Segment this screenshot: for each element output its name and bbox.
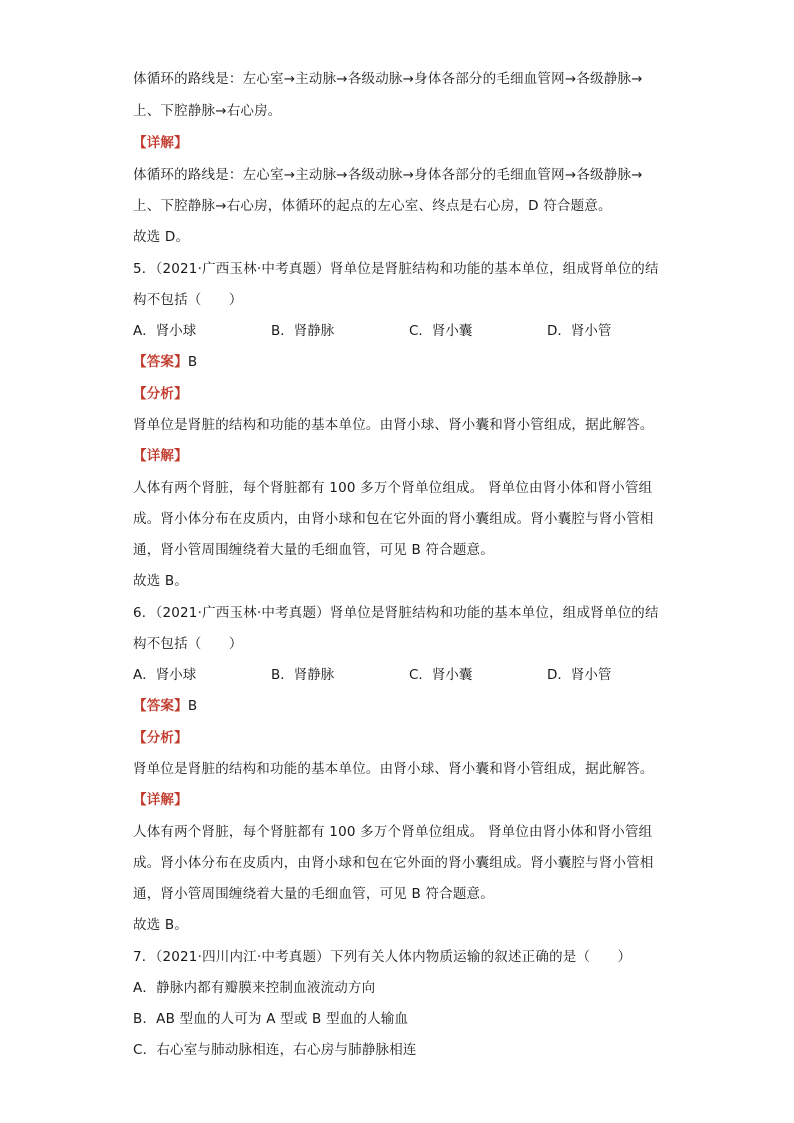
q7-option-b: B．AB 型血的人可为 A 型或 B 型血的人输血 [133,1011,409,1027]
q6-option-a: A．肾小球 [133,667,197,683]
q7-stem: 7．（2021·四川内江·中考真题）下列有关人体内物质运输的叙述正确的是（ ） [133,949,632,965]
q5-detail-label: 【详解】 [133,448,188,464]
answer-label: 【答案】 [133,354,188,370]
q5-stem-line-2: 构不包括（ ） [133,292,243,308]
intro-detail-line-2: 上、下腔静脉→右心房，体循环的起点的左心室、终点是右心房，D 符合题意。 [133,198,612,214]
q5-analysis-text: 肾单位是肾脏的结构和功能的基本单位。由肾小球、肾小囊和肾小管组成，据此解答。 [133,417,654,433]
q6-stem-line-1: 6．（2021·广西玉林·中考真题）肾单位是肾脏结构和功能的基本单位，组成肾单位的结 [133,605,659,621]
q5-detail-line-2: 成。肾小体分布在皮质内，由肾小球和包在它外面的肾小囊组成。肾小囊腔与肾小管相 [133,511,654,527]
q6-answer-row [133,694,197,714]
q5-stem-line-1: 5．（2021·广西玉林·中考真题）肾单位是肾脏结构和功能的基本单位，组成肾单位的结 [133,261,659,277]
q5-option-b: B．肾静脉 [271,323,335,339]
answer-label: 【答案】 [133,698,188,714]
q5-option-d: D．肾小管 [547,323,612,339]
q6-analysis-label: 【分析】 [133,730,188,746]
q6-detail-line-2: 成。肾小体分布在皮质内，由肾小球和包在它外面的肾小囊组成。肾小囊腔与肾小管相 [133,855,654,871]
q5-detail-line-4: 故选 B。 [133,573,189,589]
q6-detail-line-3: 通，肾小管周围缠绕着大量的毛细血管，可见 B 符合题意。 [133,886,494,902]
q5-detail-line-1: 人体有两个肾脏，每个肾脏都有 100 多万个肾单位组成。 肾单位由肾小体和肾小管组 [133,480,653,496]
q5-option-a: A．肾小球 [133,323,197,339]
q7-option-a: A．静脉内都有瓣膜来控制血液流动方向 [133,980,376,996]
q6-option-c: C．肾小囊 [409,667,473,683]
q6-analysis-text: 肾单位是肾脏的结构和功能的基本单位。由肾小球、肾小囊和肾小管组成，据此解答。 [133,761,654,777]
q7-option-c: C．右心室与肺动脉相连，右心房与肺静脉相连 [133,1042,417,1058]
q6-detail-line-1: 人体有两个肾脏，每个肾脏都有 100 多万个肾单位组成。 肾单位由肾小体和肾小管组 [133,824,653,840]
detail-label: 【详解】 [133,135,188,151]
q5-analysis-label: 【分析】 [133,386,188,402]
q6-stem-line-2: 构不包括（ ） [133,636,243,652]
q6-option-d: D．肾小管 [547,667,612,683]
q5-answer-row [133,350,197,370]
intro-detail-line-3: 故选 D。 [133,229,190,245]
q5-answer-value: B [187,354,198,370]
q6-answer-value: B [187,698,198,714]
q5-detail-line-3: 通，肾小管周围缠绕着大量的毛细血管，可见 B 符合题意。 [133,542,494,558]
q5-option-c: C．肾小囊 [409,323,473,339]
q6-detail-line-4: 故选 B。 [133,917,189,933]
q6-option-b: B．肾静脉 [271,667,335,683]
q6-detail-label: 【详解】 [133,792,188,808]
intro-detail-line-1: 体循环的路线是：左心室→主动脉→各级动脉→身体各部分的毛细血管网→各级静脉→ [133,167,643,183]
intro-line-1: 体循环的路线是：左心室→主动脉→各级动脉→身体各部分的毛细血管网→各级静脉→ [133,71,643,87]
intro-line-2: 上、下腔静脉→右心房。 [133,103,282,119]
